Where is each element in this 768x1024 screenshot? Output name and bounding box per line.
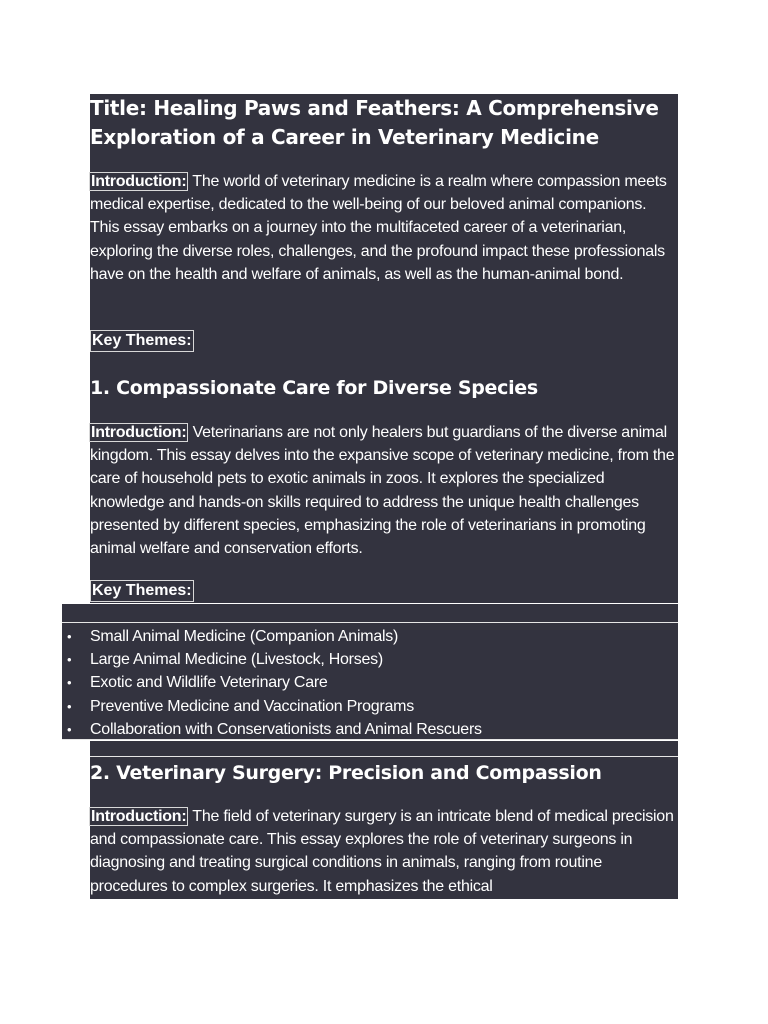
bullet-icon: • [67, 721, 72, 737]
bullet-icon: • [67, 629, 72, 644]
document-block-surgery [90, 741, 678, 899]
intro-paragraph [90, 170, 678, 286]
section-1-intro-text: Veterinarians are not only healers but guardians of the diverse animal kingdom. This essay delves into the expansive scope of veterinary medicine, from the care of household pets to exotic animals in zoos. It explores the specialized knowledge and hands-on skills required to address the unique health challenges presented by different species, emphasizing the role of veterinarians in promoting animal welfare and conservation efforts. [90, 424, 675, 558]
list-item: • Large Animal Medicine (Livestock, Horses) [62, 648, 482, 671]
section-1-intro [90, 421, 678, 560]
list-item: • Preventive Medicine and Vaccination Programs [62, 695, 482, 718]
section-2-intro-text: The field of veterinary surgery is an intricate blend of medical precision and compassionate care. This essay explores the role of veterinary surgeons in diagnosing and treating surgical conditions in animals, ranging from routine procedures to complex surgeries. It emphasizes the ethical [90, 808, 674, 895]
list-item: • Collaboration with Conservationists and Animal Rescuers [62, 718, 482, 741]
key-themes-label: Key Themes: [90, 330, 194, 352]
section-1-key-themes-label: Key Themes: [90, 580, 194, 602]
bullet-icon: • [67, 652, 72, 668]
bullet-icon: • [67, 698, 72, 714]
divider-band [62, 604, 678, 623]
themes-list [62, 625, 482, 741]
key-themes-label-row [90, 330, 678, 352]
document-title: Title: Healing Paws and Feathers: A Comprehensive Exploration of a Career in Veterinary Medicine [90, 96, 659, 149]
divider-band [90, 741, 678, 757]
list-item: • Exotic and Wildlife Veterinary Care [62, 671, 482, 694]
section-2-intro-label: Introduction: [91, 808, 187, 825]
section-heading-1: 1. Compassionate Care for Diverse Species [90, 377, 538, 399]
intro-text: The world of veterinary medicine is a realm where compassion meets medical expertise, dedicated to the well-being of our beloved animal companions. This essay embarks on a journey into the multifaceted career of a veterinarian, exploring the diverse roles, challenges, and the profound impact these professionals have on the health and welfare of animals, as well as the human-animal bond. [90, 173, 667, 283]
list-item: • Small Animal Medicine (Companion Animals) [62, 625, 482, 648]
section-1-key-themes-row [90, 580, 678, 602]
intro-label: Introduction: [91, 173, 187, 190]
bullet-icon: • [67, 675, 72, 691]
section-1-intro-label: Introduction: [91, 424, 187, 441]
section-heading-2: 2. Veterinary Surgery: Precision and Compassion [90, 762, 602, 784]
document-block-main [90, 94, 678, 603]
themes-list-block [62, 604, 678, 740]
section-2-intro [90, 805, 678, 898]
